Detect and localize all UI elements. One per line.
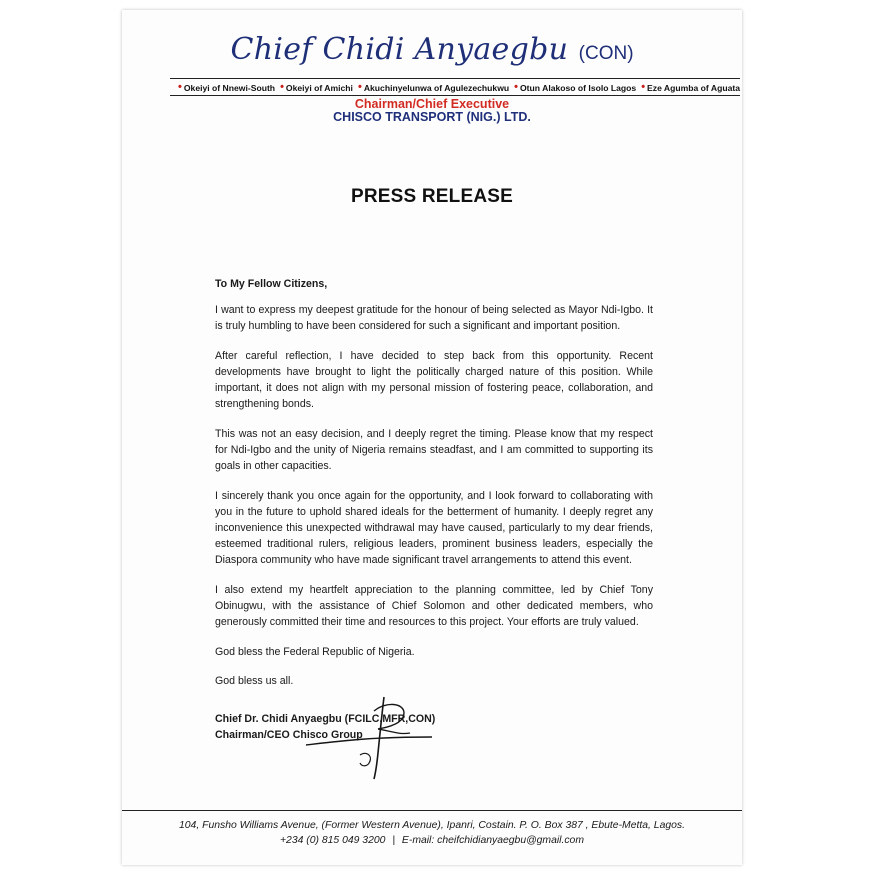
letter-body <box>215 276 653 743</box>
title-text: Otun Alakoso of Isolo Lagos <box>520 82 637 93</box>
title-item <box>641 82 740 93</box>
title-text: Okeiyi of Amichi <box>285 82 353 93</box>
bullet-icon: • <box>280 81 284 93</box>
footer-separator: | <box>392 835 396 846</box>
closing-line: God bless the Federal Republic of Nigeria. <box>215 646 415 658</box>
salutation: To My Fellow Citizens, <box>215 278 328 290</box>
paragraph: I also extend my heartfelt appreciation to the planning committee, led by Chief Tony Obinugwu, with the assistance of Chief Solomon and other dedicated members, who generously committed their time and resources to this project. Your efforts are truly valued. <box>215 584 653 628</box>
title-text: Akuchinyelunwa of Agulezechukwu <box>363 82 510 93</box>
document-heading: PRESS RELEASE <box>350 186 514 207</box>
letterhead-role: Chairman/Chief Executive <box>354 97 510 111</box>
paragraph: This was not an easy decision, and I deeply regret the timing. Please know that my respect for Ndi-Igbo and the unity of Nigeria remains steadfast, and I am committed to supporting its goals in other capacities. <box>215 428 653 472</box>
paragraph: I want to express my deepest gratitude for the honour of being selected as Mayor Ndi-Igbo. It is truly humbling to have been considered for such a significant and important position. <box>215 304 653 332</box>
bullet-icon: • <box>178 81 182 93</box>
footer-contact <box>122 835 742 846</box>
signatory-name: Chief Dr. Chidi Anyaegbu (FCILC,MFR,CON) <box>215 713 436 725</box>
signatory-title: Chairman/CEO Chisco Group <box>215 729 363 741</box>
title-item <box>178 82 275 93</box>
letterhead-top-rule <box>170 78 740 79</box>
letterhead-name-script: Chief Chidi Anyaegbu <box>230 32 569 67</box>
letterhead-bottom-rule <box>170 95 740 96</box>
handwritten-signature <box>300 693 440 783</box>
title-text: Eze Agumba of Aguata <box>647 82 740 93</box>
bullet-icon: • <box>357 81 362 93</box>
title-item <box>358 82 509 93</box>
letterhead-honour: (CON) <box>578 43 634 64</box>
footer-phone: +234 (0) 815 049 3200 <box>279 835 386 846</box>
closing-line: God bless us all. <box>215 675 294 687</box>
footer-address: 104, Funsho Williams Avenue, (Former Western Avenue), Ipanri, Costain. P. O. Box 387 , Ebute-Metta, Lagos. <box>178 820 686 831</box>
footer-email: E-mail: cheifchidianyaegbu@gmail.com <box>401 835 584 846</box>
paragraph: After careful reflection, I have decided to step back from this opportunity. Recent developments have brought to light the politically charged nature of this position. While important, it does not align with my personal mission of fostering peace, collaboration, and strengthening bonds. <box>215 350 653 410</box>
title-text: Okeiyi of Nnewi-South <box>183 82 276 93</box>
letterhead-company: CHISCO TRANSPORT (NIG.) LTD. <box>333 110 531 124</box>
title-item <box>514 82 636 93</box>
footer-rule <box>122 810 742 811</box>
bullet-icon: • <box>641 81 646 93</box>
traditional-titles <box>178 82 740 93</box>
letter-page <box>122 10 742 865</box>
title-item <box>280 82 353 93</box>
bullet-icon: • <box>514 81 518 93</box>
paragraph: I sincerely thank you once again for the opportunity, and I look forward to collaborating with you in the future to uphold shared ideals for the betterment of humanity. I deeply regret any inconvenience this unexpected withdrawal may have caused, particularly to my dear friends, esteemed traditional rulers, religious leaders, prominent business leaders, especially the Diaspora community who have made significant travel arrangements to attend this event. <box>215 490 653 566</box>
letterhead-name <box>122 32 742 67</box>
